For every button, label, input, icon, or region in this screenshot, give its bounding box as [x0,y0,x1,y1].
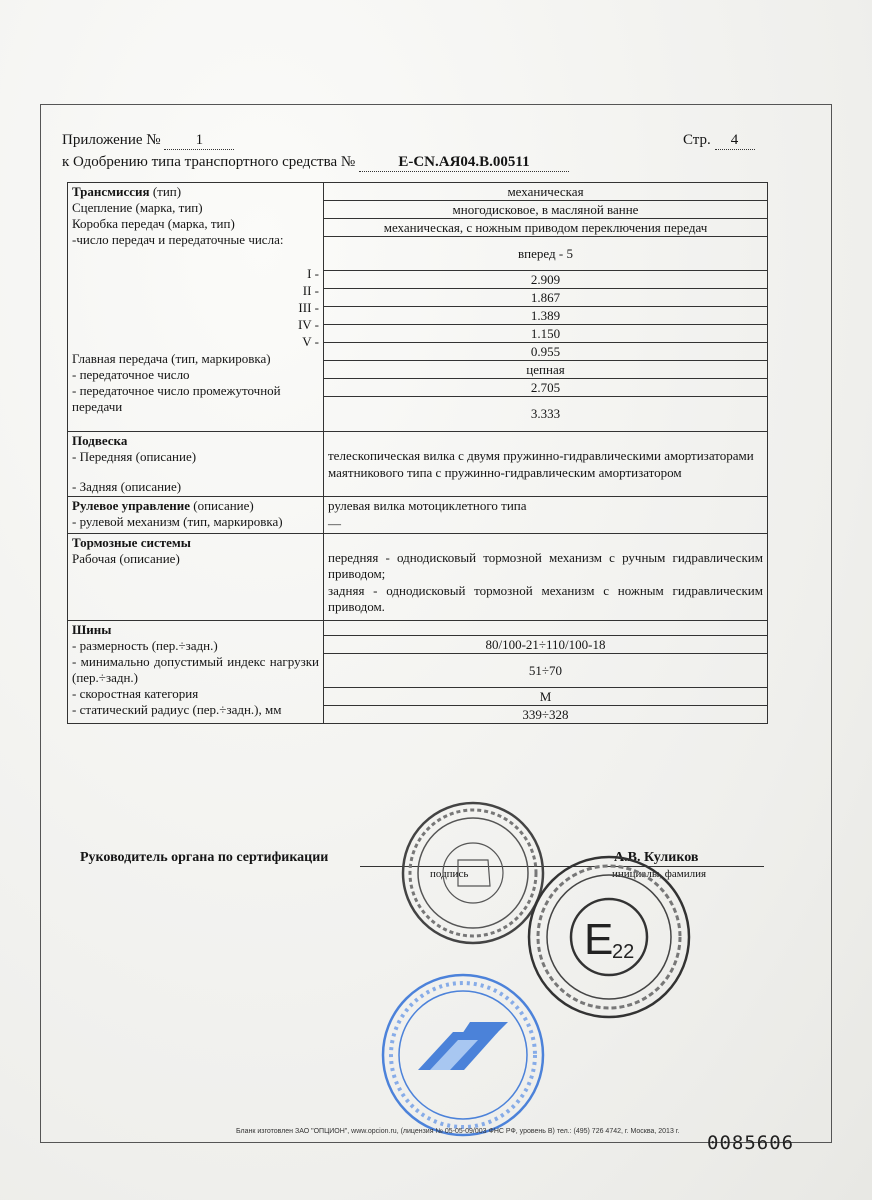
rear-suspension-value: маятникового типа с пружинно-гидравлическим амортизатором [328,465,682,480]
ratio-label-4: IV - [297,317,319,332]
tire-size-label: - размерность (пер.÷задн.) [72,638,218,653]
ratio-label-3: III - [298,300,319,315]
clutch-label: Сцепление (марка, тип) [72,200,203,215]
ratio-value-3: 1.389 [324,307,767,325]
specification-table [67,182,768,724]
page-label: Стр. [683,132,711,148]
transmission-title-rest: (тип) [149,184,182,199]
brakes-title: Тормозные системы [72,535,191,550]
steering-labels [68,497,324,534]
table-row [68,432,768,497]
ratio-value-5: 0.955 [324,343,767,361]
intermediate-ratio-label: - передаточное число промежуточной передачи [72,383,281,414]
steering-title-rest: (описание) [190,498,254,513]
front-brake-value: передняя - однодисковый тормозной механизм с ручным гидравлическим приводом; [328,550,763,581]
appendix-label: Приложение № [62,132,161,148]
suspension-labels [68,432,324,497]
signature-title: Руководитель органа по сертификации [80,850,329,865]
transmission-type-value: механическая [324,183,767,201]
signature-caption: подпись [430,868,469,880]
table-row [68,621,768,724]
table-row [68,534,768,621]
appendix-line [62,132,234,150]
company-logo-icon [418,1022,508,1070]
signatory-name: А.В. Куликов [614,850,699,865]
rear-brake-value: задняя - однодисковый тормозной механизм с ножным гидравлическим приводом. [328,583,763,614]
load-index-value: 51÷70 [324,654,767,688]
static-radius-label: - статический радиус (пер.÷задн.), мм [72,702,282,717]
clutch-value: многодисковое, в масляной ванне [324,201,767,219]
table-row [68,183,768,432]
ratio-label-2: II - [302,283,319,298]
front-suspension-value: телескопическая вилка с двумя пружинно-гидравлическими амортизаторами [328,448,754,463]
speed-category-value: M [324,688,767,706]
load-index-label: - минимально допустимый индекс нагрузки (пер.÷задн.) [72,654,319,685]
gearbox-value: механическая, с ножным приводом переключения передач [324,219,767,237]
tires-labels [68,621,324,724]
tires-values [324,621,768,724]
e22-stamp [524,852,694,1022]
form-serial-number: 0085606 [707,1132,795,1154]
transmission-labels [68,183,324,432]
name-caption: инициалы, фамилия [612,868,707,880]
main-ratio-value: 2.705 [324,379,767,397]
tire-size-value: 80/100-21÷110/100-18 [324,636,767,654]
suspension-values [324,432,768,497]
steering-value: рулевая вилка мотоциклетного типа [328,498,527,513]
steering-mechanism-value: — [328,516,341,531]
approval-line [62,154,569,172]
rear-suspension-label: - Задняя (описание) [72,479,182,494]
steering-mechanism-label: - рулевой механизм (тип, маркировка) [72,514,283,529]
main-gear-value: цепная [324,361,767,379]
ratio-value-2: 1.867 [324,289,767,307]
table-row [68,497,768,534]
steering-values [324,497,768,534]
brakes-labels [68,534,324,621]
intermediate-ratio-value: 3.333 [530,406,561,421]
approval-label: к Одобрению типа транспортного средства № [62,154,356,170]
service-brake-label: Рабочая (описание) [72,551,180,566]
appendix-number: 1 [164,132,234,150]
ratio-label-5: V - [302,334,319,349]
main-ratio-label: - передаточное число [72,367,190,382]
brakes-values [324,534,768,621]
suspension-title: Подвеска [72,433,128,448]
ratio-value-1: 2.909 [324,271,767,289]
print-note: Бланк изготовлен ЗАО "ОПЦИОН", www.opcion.ru, (лицензия № 05-05-09/003 ФНС РФ, уровень В) тел.: (495) 726 4742, г. Москва, 2013 г. [236,1128,680,1135]
static-radius-value: 339÷328 [522,707,569,722]
page-number-line [683,132,755,150]
e22-mark: E [584,915,614,964]
page-number: 4 [715,132,755,150]
company-stamp [378,970,548,1140]
ratio-label-1: I - [307,266,319,281]
gears-value: вперед - 5 [324,237,767,271]
main-gear-label: Главная передача (тип, маркировка) [72,351,271,366]
tires-title: Шины [72,622,112,637]
gearbox-label: Коробка передач (марка, тип) [72,216,235,231]
gears-label: -число передач и передаточные числа: [72,232,284,247]
front-suspension-label: - Передняя (описание) [72,449,197,464]
transmission-values [324,183,768,432]
e22-number: 22 [612,941,635,963]
approval-number: E-CN.АЯ04.В.00511 [359,154,569,172]
speed-category-label: - скоростная категория [72,686,199,701]
steering-title: Рулевое управление [72,498,191,513]
ratio-value-4: 1.150 [324,325,767,343]
transmission-title: Трансмиссия [72,184,150,199]
